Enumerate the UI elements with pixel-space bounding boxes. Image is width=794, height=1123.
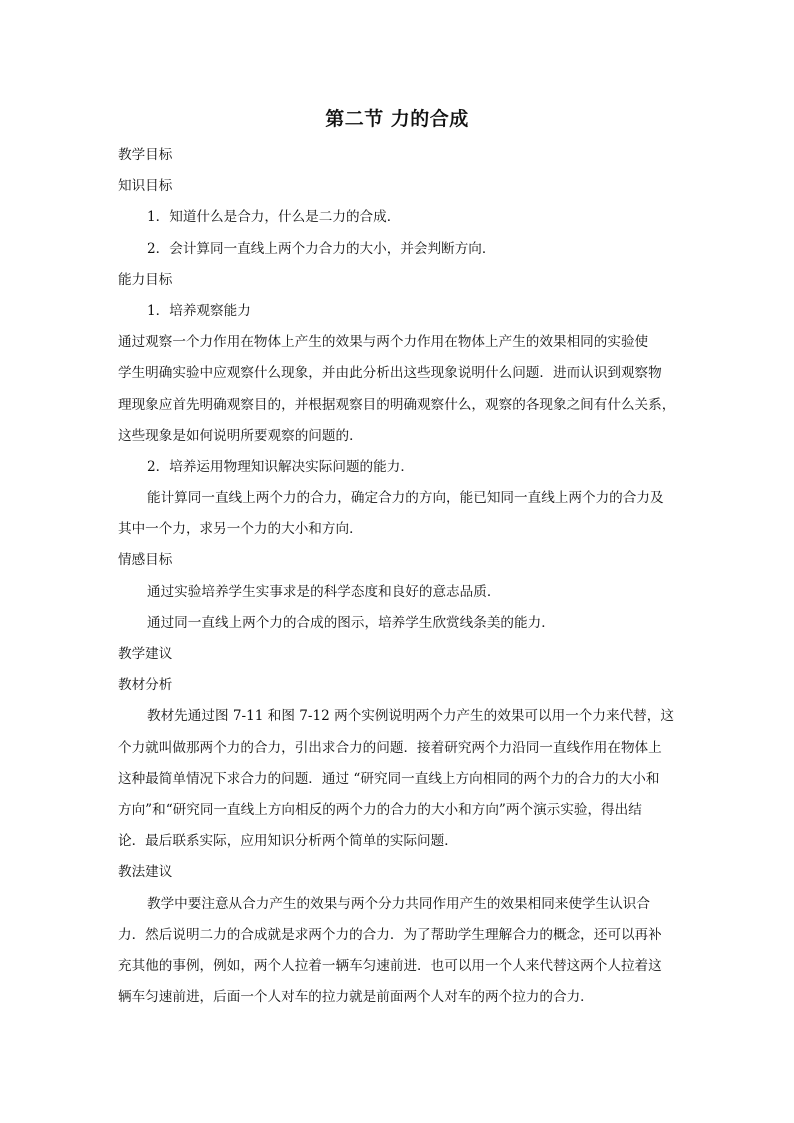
paragraph-line: 方向”和“研究同一直线上方向相反的两个力的合力的大小和方向”两个演示实验，得出结	[118, 801, 642, 818]
paragraph-line: 通过同一直线上两个力的合成的图示，培养学生欣赏线条美的能力．	[147, 614, 555, 631]
section-heading: 教学建议	[118, 646, 173, 662]
paragraph-line: 能计算同一直线上两个力的合力，确定合力的方向，能已知同一直线上两个力的合力及	[147, 490, 664, 507]
section-heading: 教材分析	[118, 677, 173, 694]
section-heading: 教法建议	[118, 864, 173, 881]
paragraph-line: 教材先通过图 7-11 和图 7-12 两个实例说明两个力产生的效果可以用一个力来代替，这	[147, 708, 674, 725]
paragraph-line: 学生明确实验中应观察什么现象，并由此分析出这些现象说明什么问题．进而认识到观察物	[118, 365, 662, 382]
paragraph-line: 2．会计算同一直线上两个力合力的大小，并会判断方向．	[147, 240, 496, 257]
paragraph-line: 这种最简单情况下求合力的问题．通过 “研究同一直线上方向相同的两个力的合力的大小和	[118, 770, 660, 787]
paragraph-line: 1．知道什么是合力，什么是二力的合成．	[147, 209, 401, 226]
paragraph-line: 理现象应首先明确观察目的，并根据观察目的明确观察什么，观察的各现象之间有什么关系，	[118, 396, 676, 413]
paragraph-line: 1．培养观察能力	[147, 302, 251, 319]
paragraph-line: 论．最后联系实际，应用知识分析两个简单的实际问题．	[118, 833, 458, 850]
paragraph-line: 其中一个力，求另一个力的大小和方向．	[118, 521, 363, 538]
page-title: 第二节 力的合成	[325, 108, 469, 130]
paragraph-line: 通过实验培养学生实事求是的科学态度和良好的意志品质．	[147, 583, 501, 600]
document-body	[118, 140, 678, 1013]
section-heading: 能力目标	[118, 271, 173, 288]
paragraph-line: 这些现象是如何说明所要观察的问题的．	[118, 427, 363, 444]
paragraph-line: 个力就叫做那两个力的合力，引出求合力的问题．接着研究两个力沿同一直线作用在物体上	[118, 739, 662, 756]
paragraph-line: 力．然后说明二力的合成就是求两个力的合力．为了帮助学生理解合力的概念，还可以再补	[118, 926, 662, 943]
paragraph-line: 通过观察一个力作用在物体上产生的效果与两个力作用在物体上产生的效果相同的实验使	[118, 334, 649, 351]
paragraph-line: 2．培养运用物理知识解决实际问题的能力．	[147, 458, 414, 475]
paragraph-line: 教学中要注意从合力产生的效果与两个分力共同作用产生的效果相同来使学生认识合	[147, 895, 650, 912]
paragraph-line: 辆车匀速前进，后面一个人对车的拉力就是前面两个人对车的两个拉力的合力．	[118, 989, 594, 1006]
section-heading: 情感目标	[118, 552, 173, 569]
section-heading: 教学目标	[118, 147, 173, 163]
section-heading: 知识目标	[118, 178, 173, 195]
paragraph-line: 充其他的事例，例如，两个人拉着一辆车匀速前进．也可以用一个人来代替这两个人拉着这	[118, 957, 662, 974]
